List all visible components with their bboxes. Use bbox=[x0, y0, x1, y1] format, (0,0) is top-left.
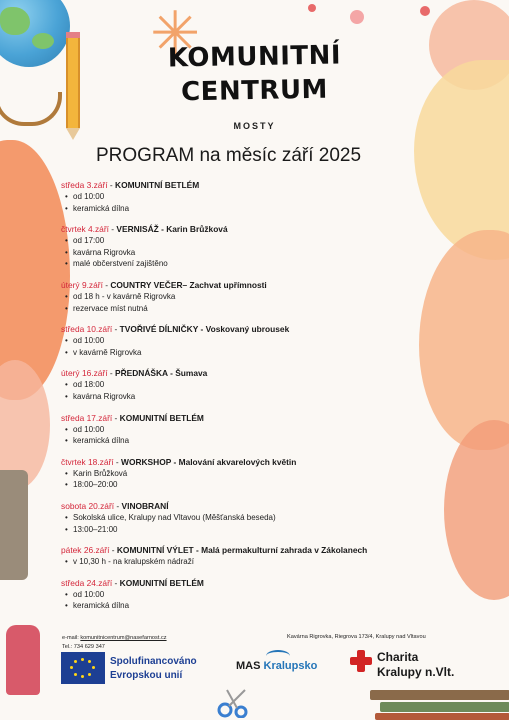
event-subtitle: - Šumava bbox=[167, 368, 208, 379]
event-title: PŘEDNÁŠKA bbox=[115, 368, 168, 379]
event-date: středa 17.září bbox=[61, 412, 113, 423]
event-date: sobota 20.září bbox=[61, 500, 115, 511]
event-sep: - bbox=[102, 279, 111, 290]
eu-cofinanced-label bbox=[110, 655, 197, 683]
event-title: TVOŘIVÉ DÍLNIČKY bbox=[119, 324, 199, 335]
sparkle-icon: ✳ bbox=[150, 0, 201, 69]
eu-line1: Spolufinancováno bbox=[110, 656, 197, 667]
event-subtitle: - Malá permakulturní zahrada v Zákolanech bbox=[193, 545, 368, 556]
event-sep: - bbox=[113, 456, 122, 467]
event-detail: • rezervace míst nutná bbox=[73, 303, 421, 315]
contact-info bbox=[62, 634, 167, 652]
event-list bbox=[61, 180, 421, 622]
decor-dot bbox=[308, 4, 316, 12]
email-label: e-mail: bbox=[62, 635, 81, 641]
event-detail: • Karin Brůžková bbox=[73, 468, 421, 480]
event-detail: • od 18 h - v kavárně Rigrovka bbox=[73, 291, 421, 303]
event-sep: - bbox=[114, 500, 122, 511]
event-item bbox=[61, 457, 421, 491]
event-sep: - bbox=[107, 368, 116, 379]
event-title: VERNISÁŽ bbox=[116, 224, 159, 235]
event-detail: • od 10:00 bbox=[73, 335, 421, 347]
event-item bbox=[61, 501, 421, 535]
charita-cross-icon bbox=[350, 650, 372, 672]
backpack-icon bbox=[6, 625, 40, 695]
event-date: úterý 9.září bbox=[61, 279, 103, 290]
event-sep: - bbox=[112, 324, 120, 335]
event-title: KOMUNITNÍ BETLÉM bbox=[119, 577, 204, 588]
event-sep: - bbox=[112, 412, 120, 423]
phone-number: Tel.: 734 629 347 bbox=[62, 644, 105, 650]
mas-kralupsko-logo bbox=[236, 660, 317, 672]
mas-name: Kralupsko bbox=[263, 660, 318, 672]
event-subtitle: - Voskovaný ubrousek bbox=[198, 324, 290, 335]
decor-blob bbox=[419, 230, 509, 450]
event-title: KOMUNITNÍ VÝLET bbox=[116, 545, 194, 556]
event-date: čtvrtek 4.září bbox=[61, 224, 109, 235]
page-title-line2: CENTRUM bbox=[180, 74, 329, 108]
event-subtitle: - Malování akvarelových květin bbox=[171, 456, 297, 467]
event-title: KOMUNITNÍ BETLÉM bbox=[119, 412, 204, 423]
event-detail: • v 10,30 h - na kralupském nádraží bbox=[73, 556, 421, 568]
event-detail: • kavárna Rigrovka bbox=[73, 247, 421, 259]
event-date: čtvrtek 18.září bbox=[61, 456, 114, 467]
charita-line1: Charita bbox=[377, 650, 419, 664]
event-item bbox=[61, 368, 421, 402]
event-item bbox=[61, 413, 421, 447]
program-heading: PROGRAM na měsíc září 2025 bbox=[96, 145, 362, 166]
eu-flag-icon bbox=[61, 652, 105, 684]
event-subtitle: – Zachvat upřímnosti bbox=[182, 279, 267, 290]
event-date: úterý 16.září bbox=[61, 368, 108, 379]
event-detail: • od 10:00 bbox=[73, 191, 421, 203]
charita-logo bbox=[377, 650, 454, 680]
event-detail: • keramická dílna bbox=[73, 435, 421, 447]
event-title: VINOBRANÍ bbox=[121, 500, 169, 511]
decor-book bbox=[380, 702, 509, 712]
decor-book bbox=[375, 713, 509, 720]
page-title-line1: KOMUNITNÍ bbox=[167, 40, 342, 74]
subtitle: MOSTY bbox=[233, 121, 276, 131]
event-detail: • od 17:00 bbox=[73, 235, 421, 247]
event-sep: - bbox=[109, 545, 117, 556]
event-item bbox=[61, 180, 421, 214]
decor-blob bbox=[444, 420, 509, 600]
event-detail: • od 10:00 bbox=[73, 424, 421, 436]
event-sep: - bbox=[107, 180, 116, 190]
event-detail: • keramická dílna bbox=[73, 600, 421, 612]
event-date: středa 24.září bbox=[61, 577, 113, 588]
event-date: středa 10.září bbox=[61, 324, 113, 335]
event-title: WORKSHOP bbox=[121, 456, 172, 467]
event-item bbox=[61, 578, 421, 612]
event-item bbox=[61, 224, 421, 270]
event-detail: • malé občerstvení zajištěno bbox=[73, 258, 421, 270]
event-item bbox=[61, 280, 421, 314]
eu-line2: Evropskou unií bbox=[110, 670, 183, 681]
event-detail: • Sokolská ulice, Kralupy nad Vltavou (Měšťanská beseda) bbox=[73, 512, 421, 524]
mas-prefix: MAS bbox=[236, 660, 264, 672]
event-date: středa 3.září bbox=[61, 180, 108, 190]
decor-dot bbox=[420, 6, 430, 16]
event-item bbox=[61, 324, 421, 358]
event-item bbox=[61, 545, 421, 568]
event-subtitle: - Karin Brůžková bbox=[158, 224, 228, 235]
event-detail: • kavárna Rigrovka bbox=[73, 391, 421, 403]
event-detail: • 13:00–21:00 bbox=[73, 524, 421, 536]
event-detail: • v kavárně Rigrovka bbox=[73, 347, 421, 359]
address: Kavárna Rigrovka, Riegrova 173/4, Kralupy nad Vltavou bbox=[287, 634, 426, 640]
decor-book-spine bbox=[0, 470, 28, 580]
email-link[interactable]: komunitnicentrum@nasefarnost.cz bbox=[80, 635, 167, 641]
scissors-icon bbox=[215, 688, 255, 718]
event-sep: - bbox=[112, 577, 120, 588]
event-detail: • keramická dílna bbox=[73, 203, 421, 215]
event-title: COUNTRY VEČER bbox=[110, 279, 183, 290]
event-detail: • 18:00–20:00 bbox=[73, 479, 421, 491]
decor-book bbox=[370, 690, 509, 700]
event-sep: - bbox=[108, 224, 117, 235]
decor-dot bbox=[350, 10, 364, 24]
event-date: pátek 26.září bbox=[61, 545, 110, 556]
event-detail: • od 10:00 bbox=[73, 589, 421, 601]
event-detail: • od 18:00 bbox=[73, 379, 421, 391]
charita-line2: Kralupy n.Vlt. bbox=[377, 665, 455, 679]
event-title: KOMUNITNÍ BETLÉM bbox=[115, 180, 200, 190]
